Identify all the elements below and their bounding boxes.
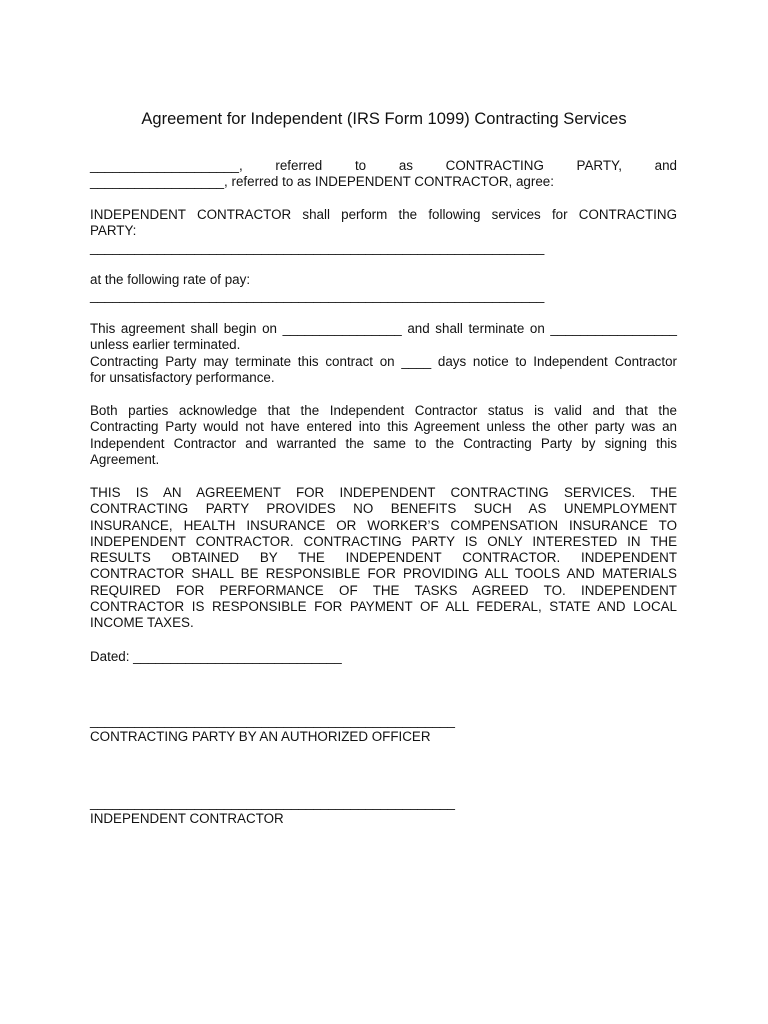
acknowledge-line-1: Both parties acknowledge that the Independent Contractor status is valid and that the [90,403,677,418]
dated-field [90,649,677,665]
acknowledge-line-4: Agreement. [90,451,160,467]
term-line-4: for unsatisfactory performance. [90,369,275,385]
signature-label-contracting-party: CONTRACTING PARTY BY AN AUTHORIZED OFFICER [90,729,431,745]
rate-line-1: at the following rate of pay: [90,272,251,287]
parties-line-1: ____________________, referred to as CONTRACTING PARTY, and [90,158,677,173]
disclaimer-line-9: INCOME TAXES. [90,615,194,631]
parties-line-2: __________________, referred to as INDEPENDENT CONTRACTOR, agree: [90,174,554,190]
rate-blank: _____________________________________________________________ [90,288,545,304]
acknowledge-paragraph [90,403,677,468]
document-title: Agreement for Independent (IRS Form 1099) Contracting Services [141,110,627,128]
signature-line-independent-contractor: _________________________________________________ [90,795,455,810]
disclaimer-line-4: INDEPENDENT CONTRACTOR. CONTRACTING PARTY IS ONLY INTERESTED IN THE [90,533,677,549]
signature-block-independent-contractor [90,795,677,828]
term-line-3: Contracting Party may terminate this contract on ____ days notice to Independent Contractor [90,353,677,369]
term-paragraph [90,321,677,386]
services-line-1: INDEPENDENT CONTRACTOR shall perform the following services for CONTRACTING [90,207,677,222]
signature-line-contracting-party: _________________________________________________ [90,713,455,728]
rate-paragraph [90,272,677,305]
disclaimer-line-5: RESULTS OBTAINED BY THE INDEPENDENT CONTRACTOR. INDEPENDENT [90,550,677,566]
acknowledge-line-3: Independent Contractor and warranted the same to the Contracting Party by signing this [90,435,677,451]
disclaimer-line-8: CONTRACTOR IS RESPONSIBLE FOR PAYMENT OF ALL FEDERAL, STATE AND LOCAL [90,599,677,615]
term-line-1: This agreement shall begin on ________________ and shall terminate on _________________ [90,321,677,336]
term-line-2: unless earlier terminated. [90,337,241,353]
acknowledge-line-2: Contracting Party would not have entered into this Agreement unless the other party was an [90,419,677,435]
parties-paragraph [90,158,677,191]
services-paragraph [90,207,677,256]
disclaimer-line-7: REQUIRED FOR PERFORMANCE OF THE TASKS AGREED TO. INDEPENDENT [90,582,677,598]
dated-line: Dated: ____________________________ [90,649,342,664]
disclaimer-line-3: INSURANCE, HEALTH INSURANCE OR WORKER’S COMPENSATION INSURANCE TO [90,517,677,533]
signature-label-independent-contractor: INDEPENDENT CONTRACTOR [90,811,284,827]
services-line-2: PARTY: [90,223,137,239]
disclaimer-paragraph [90,485,677,632]
services-blank: _____________________________________________________________ [90,239,545,255]
signature-block-contracting-party [90,713,677,746]
disclaimer-line-6: CONTRACTOR SHALL BE RESPONSIBLE FOR PROVIDING ALL TOOLS AND MATERIALS [90,566,677,582]
disclaimer-line-2: CONTRACTING PARTY PROVIDES NO BENEFITS SUCH AS UNEMPLOYMENT [90,501,677,517]
disclaimer-line-1: THIS IS AN AGREEMENT FOR INDEPENDENT CONTRACTING SERVICES. THE [90,485,677,500]
